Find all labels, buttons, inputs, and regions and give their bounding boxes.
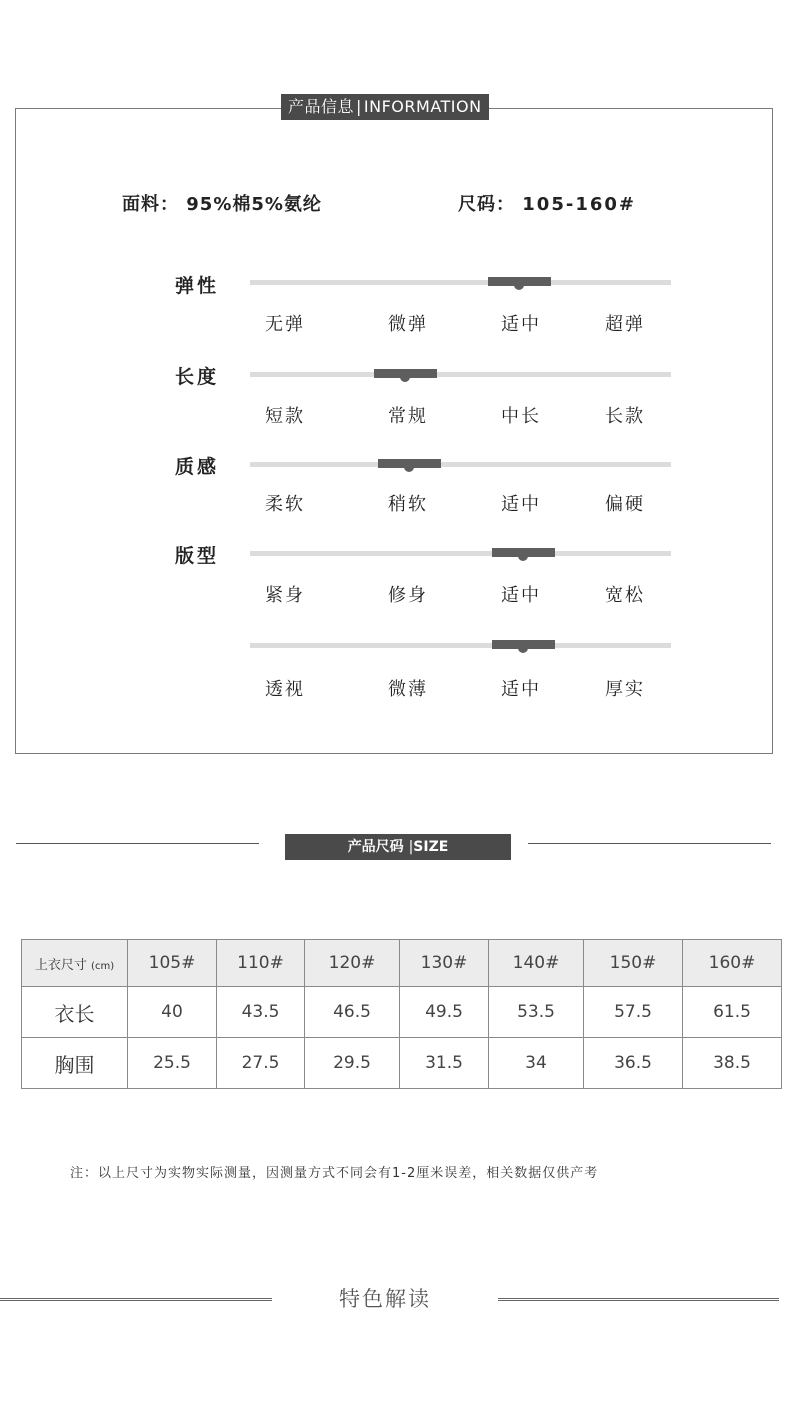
- size-range-value: 105-160#: [522, 194, 636, 215]
- rating-label: 弹性: [175, 275, 220, 297]
- info-title-en: INFORMATION: [363, 97, 482, 116]
- rating-label: 质感: [175, 456, 220, 478]
- size-cell: 53.5: [489, 987, 584, 1038]
- info-title-separator: |: [356, 97, 362, 116]
- size-cell: 27.5: [217, 1038, 305, 1089]
- rating-option: 微弹: [388, 314, 428, 335]
- feature-title: 特色解读: [339, 1287, 431, 1311]
- corner-label: 上衣尺寸: [34, 957, 87, 973]
- size-column-header: 105#: [128, 940, 217, 987]
- info-title-cn: 产品信息: [288, 97, 355, 116]
- size-column-header: 130#: [400, 940, 489, 987]
- feature-divider-right: [498, 1298, 779, 1301]
- fabric-value: 95%棉5%氨纶: [186, 194, 322, 215]
- size-column-header: 160#: [683, 940, 782, 987]
- rating-label: 版型: [175, 545, 220, 567]
- rating-track: [250, 372, 671, 377]
- rating-option: 适中: [501, 314, 541, 335]
- rating-option: 柔软: [265, 494, 305, 515]
- rating-option: 常规: [388, 406, 428, 427]
- size-row-label: 胸围: [22, 1038, 128, 1089]
- size-divider-left: [16, 843, 259, 844]
- rating-option: 偏硬: [605, 494, 645, 515]
- size-table: [21, 939, 782, 1089]
- rating-option: 微薄: [388, 679, 428, 700]
- size-cell: 31.5: [400, 1038, 489, 1089]
- measurement-note: 注：以上尺寸为实物实际测量，因测量方式不同会有1-2厘米误差，相关数据仅供产考: [70, 1166, 599, 1181]
- rating-option: 透视: [265, 679, 305, 700]
- rating-track: [250, 462, 671, 467]
- size-cell: 61.5: [683, 987, 782, 1038]
- rating-option: 适中: [501, 585, 541, 606]
- table-row: [22, 1038, 782, 1089]
- rating-marker: [378, 459, 441, 468]
- rating-option: 超弹: [605, 314, 645, 335]
- corner-unit: (cm): [91, 960, 115, 972]
- size-column-header: 110#: [217, 940, 305, 987]
- rating-option: 短款: [265, 406, 305, 427]
- rating-option: 中长: [501, 406, 541, 427]
- size-cell: 43.5: [217, 987, 305, 1038]
- table-row: [22, 987, 782, 1038]
- rating-option: 适中: [501, 494, 541, 515]
- size-table-header-row: [22, 940, 782, 987]
- rating-option: 稍软: [388, 494, 428, 515]
- fabric-label: 面料：: [122, 194, 179, 215]
- size-title-cn: 产品尺码: [347, 839, 404, 855]
- rating-option: 厚实: [605, 679, 645, 700]
- size-column-header: 150#: [584, 940, 683, 987]
- size-range-spec: [458, 190, 636, 216]
- size-cell: 40: [128, 987, 217, 1038]
- size-cell: 34: [489, 1038, 584, 1089]
- size-cell: 46.5: [305, 987, 400, 1038]
- size-cell: 57.5: [584, 987, 683, 1038]
- size-title-separator: |: [408, 839, 414, 855]
- rating-marker: [374, 369, 437, 378]
- rating-option: 长款: [605, 406, 645, 427]
- size-column-header: 140#: [489, 940, 584, 987]
- size-cell: 38.5: [683, 1038, 782, 1089]
- size-column-header: 120#: [305, 940, 400, 987]
- rating-track: [250, 643, 671, 648]
- rating-option: 修身: [388, 585, 428, 606]
- size-table-corner: [22, 940, 128, 987]
- rating-marker: [492, 548, 555, 557]
- size-cell: 25.5: [128, 1038, 217, 1089]
- size-cell: 29.5: [305, 1038, 400, 1089]
- size-cell: 49.5: [400, 987, 489, 1038]
- product-info-title: [281, 94, 489, 120]
- rating-track: [250, 551, 671, 556]
- rating-option: 紧身: [265, 585, 305, 606]
- size-divider-right: [528, 843, 771, 844]
- rating-label: 长度: [175, 366, 220, 388]
- size-title-en: SIZE: [413, 839, 449, 855]
- size-range-label: 尺码：: [458, 194, 515, 215]
- feature-divider-left: [0, 1298, 272, 1301]
- rating-marker: [492, 640, 555, 649]
- fabric-spec: [122, 190, 322, 216]
- rating-track: [250, 280, 671, 285]
- rating-marker: [488, 277, 551, 286]
- size-row-label: 衣长: [22, 987, 128, 1038]
- rating-option: 无弹: [265, 314, 305, 335]
- rating-option: 宽松: [605, 585, 645, 606]
- product-size-title: [285, 834, 511, 860]
- rating-option: 适中: [501, 679, 541, 700]
- size-cell: 36.5: [584, 1038, 683, 1089]
